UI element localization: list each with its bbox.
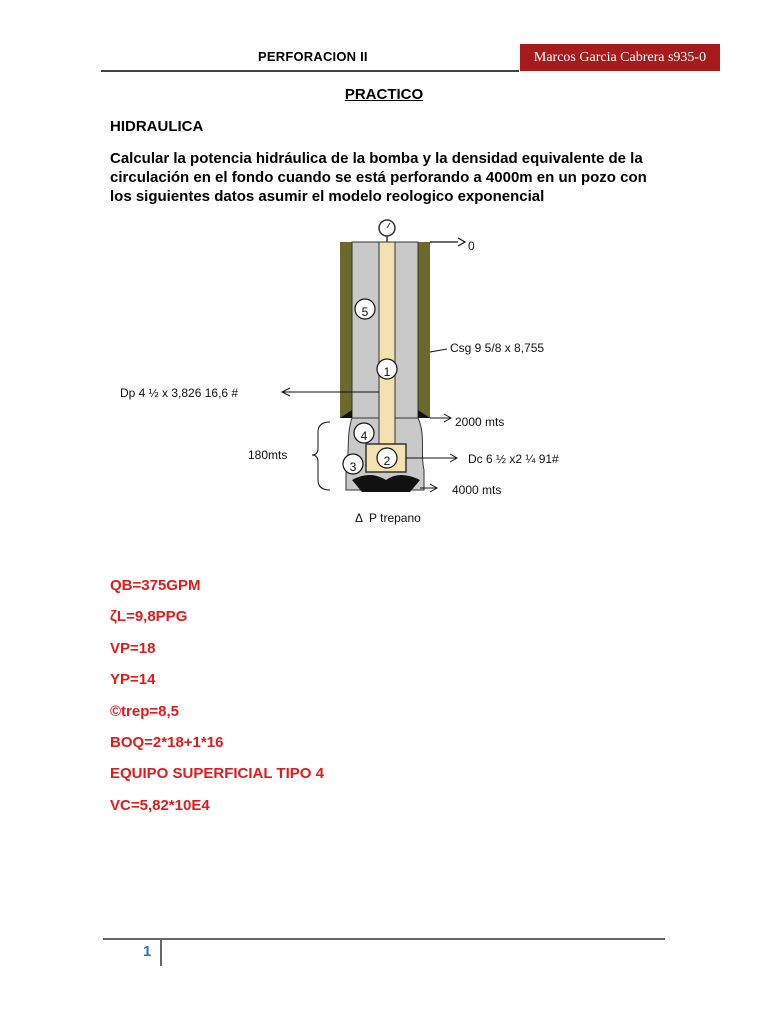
data-flow-rate: QB=375GPM <box>110 577 201 594</box>
casing-shoe-depth-label: 2000 mts <box>455 415 505 429</box>
page-number: 1 <box>143 943 152 960</box>
header-divider <box>101 70 519 72</box>
data-mud-density: ζL=9,8PPG <box>110 608 188 626</box>
svg-text:4: 4 <box>360 429 368 443</box>
document-title: PRACTICO <box>344 86 424 103</box>
footer-divider <box>103 938 665 940</box>
section-heading: HIDRAULICA <box>110 118 204 135</box>
data-nozzles: BOQ=2*18+1*16 <box>110 733 224 751</box>
data-bit-diameter: ©trep=8,5 <box>110 702 180 720</box>
data-yield-point: YP=14 <box>110 671 156 689</box>
svg-text:2: 2 <box>383 454 391 468</box>
surface-label: 0 <box>468 239 475 253</box>
open-hole-length-label: 180mts <box>248 448 288 462</box>
data-critical-velocity: VC=5,82*10E4 <box>110 796 210 814</box>
course-title: PERFORACION II <box>258 49 368 64</box>
problem-statement: Calcular la potencia hidráulica de la bomba y la densidad equivalente de la circulación en el fondo cuando se está perforando a 4000m en un pozo con los siguientes datos asumir el modelo reologico exponencial <box>110 150 647 205</box>
drill-pipe <box>379 242 395 444</box>
casing-wall-right <box>418 242 430 418</box>
casing-label: Csg 9 5/8 x 8,755 <box>450 341 545 355</box>
svg-text:3: 3 <box>349 460 357 474</box>
svg-text:5: 5 <box>361 305 369 319</box>
bit-delta-symbol: Δ <box>355 511 364 525</box>
point-4 <box>354 423 374 443</box>
data-plastic-viscosity: VP=18 <box>110 639 156 657</box>
bottom-depth-label: 4000 mts <box>452 483 502 497</box>
point-5 <box>355 299 375 319</box>
well-diagram <box>0 210 768 540</box>
author-badge: Marcos Garcia Cabrera s935-0 <box>520 44 720 71</box>
point-3 <box>343 454 363 474</box>
footer-separator <box>160 940 162 966</box>
data-surface-equipment: EQUIPO SUPERFICIAL TIPO 4 <box>110 765 324 783</box>
point-2 <box>377 448 397 468</box>
point-1 <box>377 359 397 379</box>
svg-text:1: 1 <box>383 365 391 379</box>
collars-label: Dc 6 ½ x2 ¼ 91# <box>468 452 559 466</box>
given-data-list <box>110 570 324 821</box>
bit-pressure-label: P trepano <box>369 511 421 525</box>
drillpipe-label: Dp 4 ½ x 3,826 16,6 # <box>120 386 239 400</box>
open-hole-bracket <box>312 422 330 490</box>
